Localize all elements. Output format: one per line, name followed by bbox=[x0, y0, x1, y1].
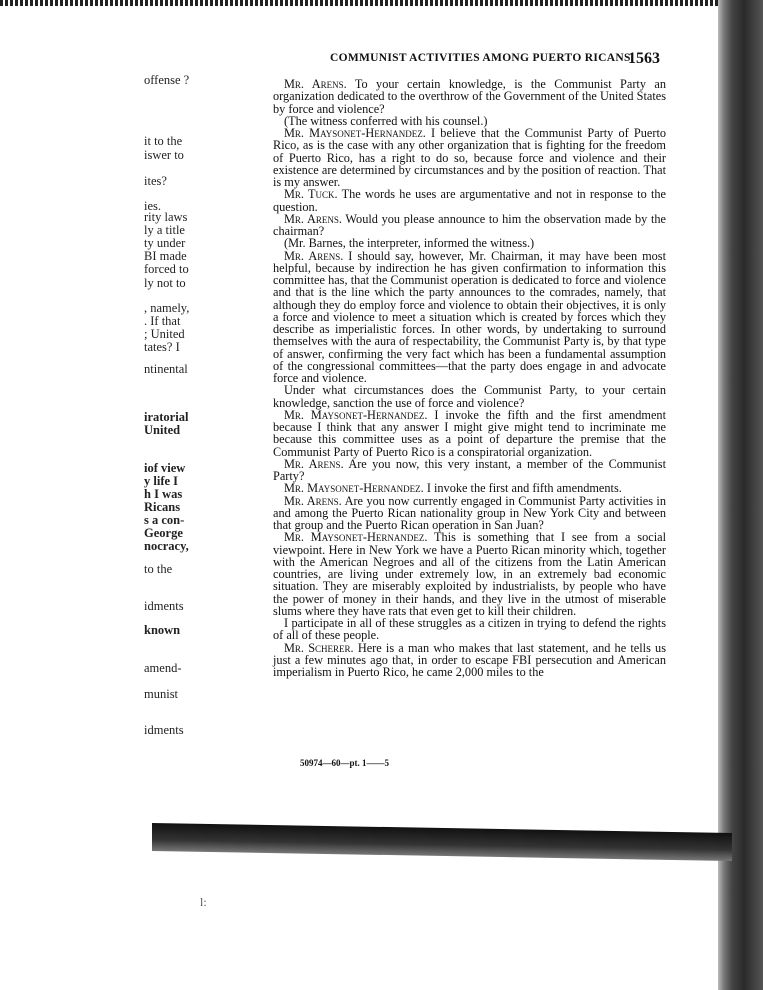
speaker-name: Mr. Arens. bbox=[284, 493, 342, 508]
margin-fragment: ly a title bbox=[144, 223, 185, 237]
paragraph-text: I participate in all of these struggles as a citizen in trying to defend the rights of all of these people. bbox=[273, 616, 666, 643]
testimony-paragraph bbox=[273, 213, 666, 238]
page-top-border bbox=[0, 0, 763, 6]
testimony-paragraph bbox=[273, 78, 666, 115]
margin-fragment: BI made bbox=[144, 249, 187, 263]
speaker-name: Mr. Arens. bbox=[284, 248, 344, 263]
margin-fragment: . If that bbox=[144, 314, 181, 328]
margin-fragment: rity laws bbox=[144, 210, 188, 224]
margin-fragment: amend- bbox=[144, 661, 182, 675]
margin-fragment: tates? I bbox=[144, 340, 180, 354]
paragraph-text: I invoke the first and fifth amendments. bbox=[426, 481, 622, 496]
speaker-name: Mr. Arens. bbox=[284, 456, 344, 471]
testimony-paragraph bbox=[273, 409, 666, 458]
margin-fragment: h I was bbox=[144, 487, 183, 501]
margin-fragment: Ricans bbox=[144, 500, 181, 514]
testimony-paragraph bbox=[273, 642, 666, 679]
margin-fragment: , namely, bbox=[144, 301, 190, 315]
margin-fragment: ty under bbox=[144, 236, 186, 250]
paragraph-text: I invoke the fifth and the first amendment because I think that any answer I might give might tend to incriminate me because this committee uses as a point of departure the premise that the Communist Party of Puerto Rico is a conspiratorial organization. bbox=[273, 407, 666, 459]
speaker-name: Mr. Tuck. bbox=[284, 187, 338, 202]
paragraph-text: I should say, however, Mr. Chairman, it may have been most helpful, because by indirection he has given confirmation to information this committee has, that the Communist operation is dedicated to force and violence and that is the line which the party announces to the comrades, namely, that although they do employ force and violence to obtain their objectives, it is only a force and violence to meet a situation which is created by forces which they describe as imperialistic forces. In other words, by undertaking to surround themselves with the aura of respectability, the Communist Party is, by that type of answer, confirming the very fact which has been a fundamental assumption of the congressional committees—that the party does engage in and advocate force and violence. bbox=[273, 248, 667, 385]
margin-fragment: George bbox=[144, 526, 183, 540]
speaker-name: Mr. Arens. bbox=[284, 77, 347, 91]
margin-fragment: ites? bbox=[144, 174, 167, 188]
testimony-paragraph bbox=[273, 495, 666, 532]
scan-bottom-shadow bbox=[152, 823, 732, 861]
speaker-name: Mr. Maysonet-Hernandez. bbox=[284, 481, 424, 496]
paragraph-text: Are you now, this very instant, a member of the Communist Party? bbox=[273, 456, 666, 483]
margin-fragment: ; United bbox=[144, 327, 185, 341]
margin-fragment: s a con- bbox=[144, 513, 185, 527]
margin-fragment: nocracy, bbox=[144, 539, 189, 553]
paragraph-text: To your certain knowledge, is the Communist Party an organization dedicated to the overthrow of the Government of the United States by force and violence? bbox=[273, 77, 666, 116]
margin-fragment: y life I bbox=[144, 474, 179, 488]
testimony-paragraph bbox=[273, 127, 666, 188]
page-number: 1563 bbox=[628, 50, 660, 67]
paragraph-text: (Mr. Barnes, the interpreter, informed the witness.) bbox=[284, 236, 535, 251]
margin-fragment: iswer to bbox=[144, 148, 184, 162]
margin-fragment: known bbox=[144, 623, 181, 637]
testimony-paragraph bbox=[273, 531, 666, 617]
margin-fragment: idments bbox=[144, 723, 184, 737]
paragraph-text: Here is a man who makes that last statement, and he tells us just a few minutes ago that, in order to escape FBI persecution and American imperialism in Puerto Rico, he came 2,000 miles to the bbox=[273, 640, 666, 679]
margin-fragment: ies. bbox=[144, 199, 162, 213]
paragraph-text: This is something that I see from a social viewpoint. Here in New York we have a Puerto Rican minority which, together with the American Negroes and all of the citizens from the Latin American countries, are living under extremely low, in an extremely bad economic situation. They are miserably exploited by industrialists, by people who have the power of money in their hands, and they live in the utmost of miserable slums where they have rats that even get to kill their children. bbox=[273, 530, 666, 618]
paragraph-text: The words he uses are argumentative and not in response to the question. bbox=[273, 187, 666, 214]
testimony-paragraph bbox=[273, 188, 666, 213]
speaker-name: Mr. Scherer. bbox=[284, 640, 354, 655]
transcript-body bbox=[273, 78, 666, 678]
paragraph-text: Are you now currently engaged in Communist Party activities in and among the Puerto Rican nationality group in New York City and between that group and the Puerto Rican operation in San Juan? bbox=[273, 493, 667, 532]
margin-fragment: forced to bbox=[144, 262, 189, 276]
margin-fragment: iof view bbox=[144, 461, 186, 475]
paragraph-text: I believe that the Communist Party of Puerto Rico, as is the case with any other organization that is fighting for the freedom of Puerto Rico, has a right to do so, because force and violence and their existence are determined by circumstances and by the position of reaction. That is my answer. bbox=[273, 126, 667, 189]
testimony-paragraph bbox=[273, 384, 666, 409]
stray-mark: l: bbox=[200, 895, 207, 909]
speaker-name: Mr. Maysonet-Hernandez. bbox=[284, 126, 426, 140]
speaker-name: Mr. Maysonet-Hernandez. bbox=[284, 407, 428, 422]
margin-fragment: ntinental bbox=[144, 362, 188, 376]
margin-fragment: idments bbox=[144, 599, 184, 613]
paragraph-text: Would you please announce to him the observation made by the chairman? bbox=[273, 211, 666, 238]
margin-fragment: United bbox=[144, 423, 181, 437]
paragraph-text: Under what circumstances does the Communist Party, to your certain knowledge, sanction the use of force and violence? bbox=[273, 383, 666, 410]
margin-fragment: it to the bbox=[144, 134, 183, 148]
margin-fragment: to the bbox=[144, 562, 173, 576]
margin-fragment: iratorial bbox=[144, 410, 189, 424]
paragraph-text: (The witness conferred with his counsel.) bbox=[284, 113, 488, 128]
printing-code: 50974—60—pt. 1——5 bbox=[300, 758, 390, 768]
testimony-paragraph bbox=[273, 458, 666, 483]
speaker-name: Mr. Arens. bbox=[284, 211, 342, 226]
speaker-name: Mr. Maysonet-Hernandez. bbox=[284, 530, 428, 545]
testimony-paragraph bbox=[273, 617, 666, 642]
margin-fragment: offense ? bbox=[144, 73, 190, 87]
margin-fragment: munist bbox=[144, 687, 179, 701]
running-title: COMMUNIST ACTIVITIES AMONG PUERTO RICANS bbox=[330, 52, 631, 64]
testimony-paragraph bbox=[273, 250, 666, 385]
margin-fragment: ly not to bbox=[144, 276, 186, 290]
